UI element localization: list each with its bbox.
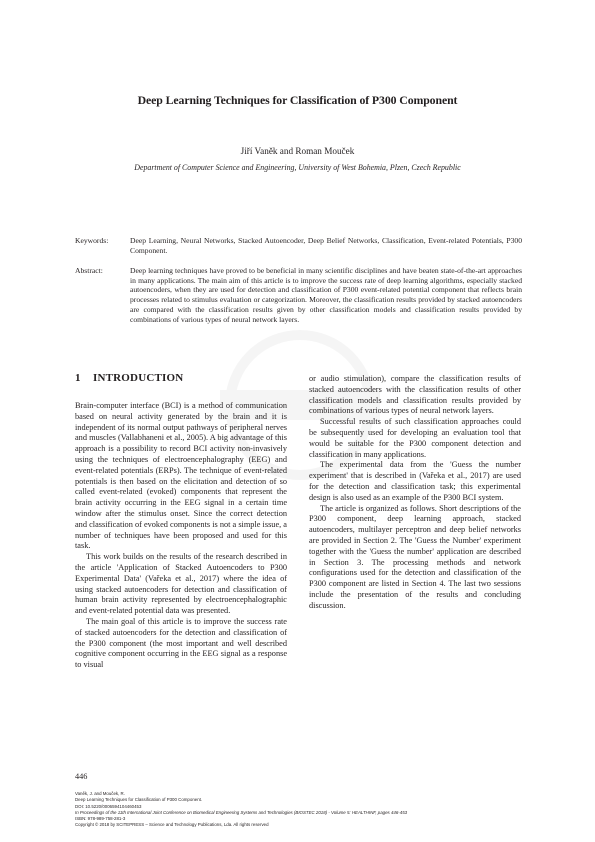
footer-line: Vaněk, J. and Mouček, R. <box>75 791 125 796</box>
paragraph: The experimental data from the 'Guess the number experiment' that is described in (Vařeka et al., 2017) are used for the detection and classification task; this experimental design is also used as an example of the P300 BCI system. <box>309 460 521 502</box>
citation-footer <box>75 791 407 829</box>
paragraph: Successful results of such classification approaches could be subsequently used for developing an evaluation tool that would be suitable for the P300 component detection and classification in many applications. <box>309 417 521 459</box>
abstract-text: Deep learning techniques have proved to be beneficial in many scientific disciplines and have beaten state-of-the-art approaches in many applications. The main aim of this article is to improve the success rate of deep learning algorithms, especially stacked autoencoders, when they are used for detection and classification of P300 event-related potential component that reflects brain processes related to stimulus evaluation or categorization. Moreover, the classification results provided by stacked autoencoders are compared with the classification results given by other classification models and classification results provided by combinations of various types of neural network layers. <box>130 266 522 324</box>
abstract-label: Abstract: <box>75 266 103 275</box>
section-number: 1 <box>75 372 81 384</box>
paragraph: The main goal of this article is to improve the success rate of stacked autoencoders for the detection and classification of the P300 component (the most important and well described cognitive component occurring in the EEG signal as a response to visual <box>75 616 287 670</box>
keywords-text: Deep Learning, Neural Networks, Stacked Autoencoder, Deep Belief Networks, Classification, Event-related Potentials, P300 Component. <box>130 236 522 255</box>
footer-line: ISBN: 978-989-758-281-3 <box>75 816 126 822</box>
paper-authors: Jiří Vaněk and Roman Mouček <box>240 146 355 156</box>
footer-line: Deep Learning Techniques for Classification of P300 Component. <box>75 797 203 803</box>
paragraph: or audio stimulation), compare the classification results of stacked autoencoders with the classification results of other classification models and classification results provided by combinations of various types of neural network layers. <box>309 374 521 416</box>
right-column <box>309 374 521 612</box>
page-number: 446 <box>75 772 88 781</box>
paragraph: The article is organized as follows. Short descriptions of the P300 component, deep learning approach, stacked autoencoders, multilayer perceptron and deep belief networks are provided in Section 2. The 'Guess the Number' experiment together with the 'Guess the number' application are described in Section 3. The processing methods and network configurations used for the detection and classification of the P300 component are listed in Section 4. The last two sessions include the presentation of the results and concluding discussion. <box>309 503 521 610</box>
paragraph: This work builds on the results of the research described in the article 'Application of Stacked Autoencoders to P300 Experimental Data' (Vařeka et al., 2017) where the idea of using stacked autoencoders for detection and classification of human brain activity represented by electroencephalographic and event-related potential data was presented. <box>75 552 287 616</box>
keywords-label: Keywords: <box>75 236 109 245</box>
section-title: INTRODUCTION <box>93 372 184 384</box>
footer-line: DOI: 10.5220/0006594104460453 <box>75 803 142 809</box>
footer-line: Copyright © 2018 by SCITEPRESS – Science and Technology Publications, Lda. All rights reserved <box>75 822 269 828</box>
section-heading <box>75 372 183 384</box>
left-column <box>75 401 287 671</box>
paper-affiliation: Department of Computer Science and Engineering, University of West Bohemia, Plzen, Czech Republic <box>134 163 461 172</box>
paper-title: Deep Learning Techniques for Classification of P300 Component <box>137 93 458 107</box>
paragraph: Brain-computer interface (BCI) is a method of communication based on neural activity generated by the brain and it is independent of its normal output pathways of peripheral nerves and muscles (Vallabhaneni et al., 2005). A big advantage of this approach is a possibility to record BCI activity non-invasively using the techniques of electroencephalography (EEG) and event-related potentials (ERPs). The technique of event-related potentials is then based on the elicitation and detection of so called event-related (evoked) components that represent the brain activity occurring in the EEG signal in a certain time window after the stimulus onset. Since the correct detection and classification of evoked components is not a simple issue, a number of techniques have been proposed and used for this task. <box>75 401 287 551</box>
footer-line: In Proceedings of the 11th International Joint Conference on Biomedical Engineering Systems and Technologies (BIOSTEC 2018) - Volume 5: HEALTHINF, pages 446-453 <box>75 809 408 815</box>
